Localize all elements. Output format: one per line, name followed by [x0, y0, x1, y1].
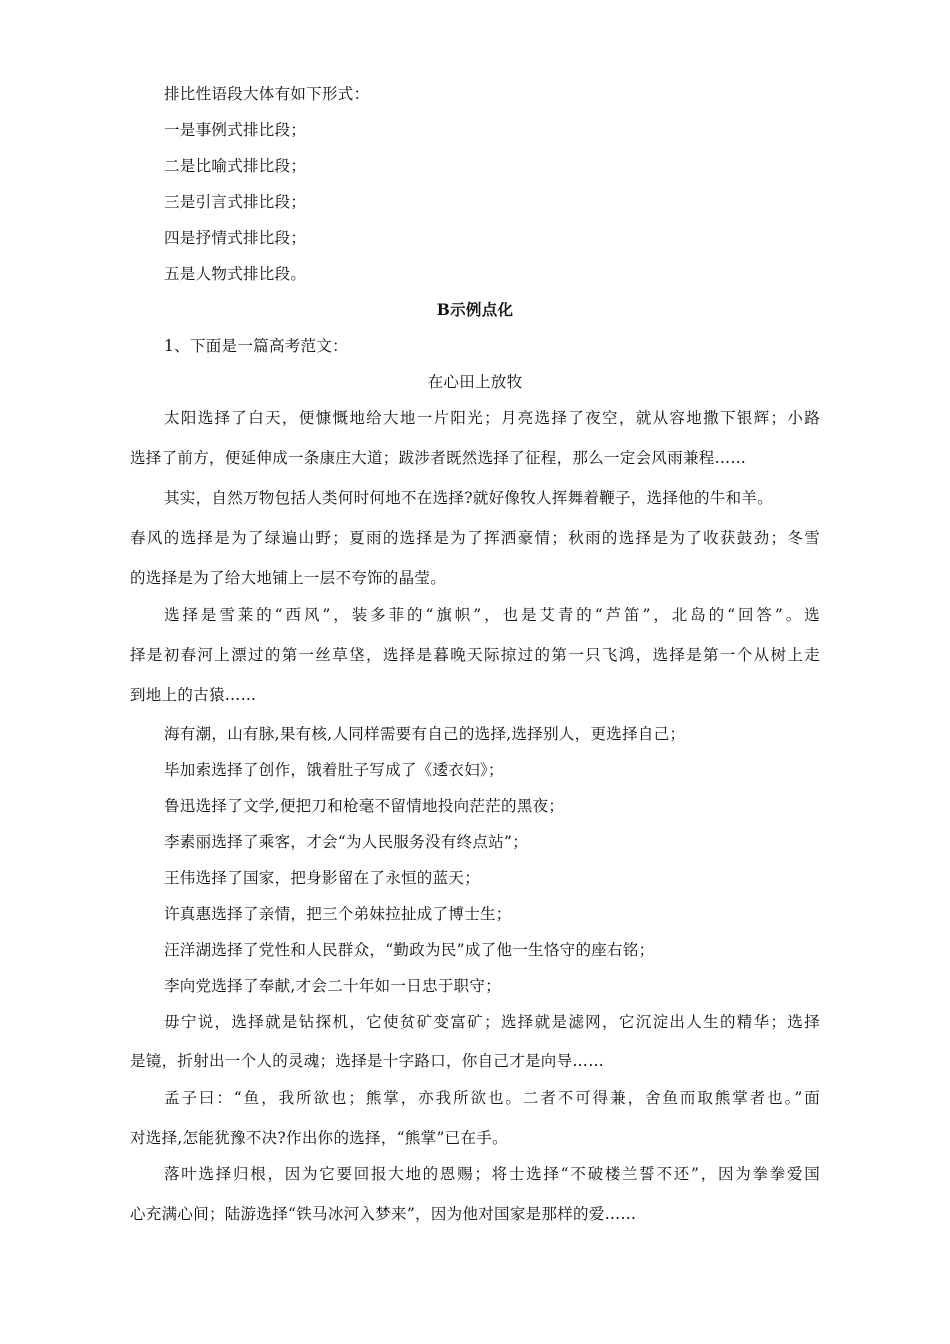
essay-line: 孟子曰：“鱼，我所欲也；熊掌，亦我所欲也。二者不可得兼，舍鱼而取熊掌者也。”面: [164, 1089, 820, 1107]
essay-line: 其实，自然万物包括人类何时何地不在选择?就好像牧人挥舞着鞭子，选择他的牛和羊。: [164, 489, 774, 507]
section-title: B示例点化: [436, 300, 514, 319]
example-label: 1、下面是一篇高考范文：: [164, 337, 348, 355]
essay-line: 李素丽选择了乘客，才会“为人民服务没有终点站”；: [164, 833, 529, 851]
essay-line: 李向党选择了奉献,才会二十年如一日忠于职守；: [164, 977, 502, 995]
intro-list-item: 五是人物式排比段。: [164, 265, 307, 283]
essay-line: 春风的选择是为了绿遍山野；夏雨的选择是为了挥洒豪情；秋雨的选择是为了收获鼓劲；冬雪: [130, 529, 820, 547]
intro-list-item: 三是引言式排比段；: [164, 193, 307, 211]
essay-line: 毋宁说，选择就是钻探机，它使贫矿变富矿；选择就是滤网，它沉淀出人生的精华；选择: [164, 1013, 820, 1031]
essay-line: 王伟选择了国家，把身影留在了永恒的蓝天；: [164, 869, 481, 887]
essay-title: 在心田上放牧: [427, 373, 523, 391]
essay-line: 的选择是为了给大地铺上一层不夸饰的晶莹。: [130, 569, 447, 587]
essay-line: 落叶选择归根，因为它要回报大地的恩赐；将士选择“不破楼兰誓不还”，因为拳拳爱国: [164, 1165, 820, 1183]
essay-line: 毕加索选择了创作，饿着肚子写成了《逶衣妇》；: [164, 761, 504, 779]
intro-line: 排比性语段大体有如下形式：: [164, 85, 370, 103]
essay-line: 心充满心间；陆游选择“铁马冰河入梦来”，因为他对国家是那样的爱……: [130, 1205, 637, 1223]
essay-line: 鲁迅选择了文学,便把刀和枪毫不留情地投向茫茫的黑夜；: [164, 797, 565, 815]
essay-line: 海有潮，山有脉,果有核,人同样需要有自己的选择,选择别人，更选择自己；: [164, 725, 686, 743]
essay-line: 到地上的古猿……: [130, 686, 257, 704]
intro-list-item: 二是比喻式排比段；: [164, 157, 307, 175]
essay-line: 太阳选择了白天，便慷慨地给大地一片阳光；月亮选择了夜空，就从容地撒下银辉；小路: [164, 409, 820, 427]
intro-list-item: 四是抒情式排比段；: [164, 229, 307, 247]
essay-line: 选择是雪莱的“西风”，装多菲的“旗帜”，也是艾青的“芦笛”，北岛的“回答”。选: [164, 606, 820, 624]
essay-line: 许真惠选择了亲情，把三个弟妹拉扯成了博士生；: [164, 905, 512, 923]
essay-line: 是镜，折射出一个人的灵魂；选择是十字路口，你自己才是向导……: [130, 1052, 605, 1070]
essay-line: 择是初春河上漂过的第一丝草垡，选择是暮晚天际掠过的第一只飞鸿，选择是第一个从树上走: [130, 646, 820, 664]
intro-list-item: 一是事例式排比段；: [164, 121, 307, 139]
essay-line: 选择了前方，便延伸成一条康庄大道；跋涉者既然选择了征程，那么一定会风雨兼程……: [130, 449, 747, 467]
essay-line: 对选择,怎能犹豫不决?作出你的选择，“熊掌”已在手。: [130, 1129, 508, 1147]
essay-line: 汪洋湖选择了党性和人民群众，“勤政为民”成了他一生恪守的座右铭；: [164, 941, 655, 959]
